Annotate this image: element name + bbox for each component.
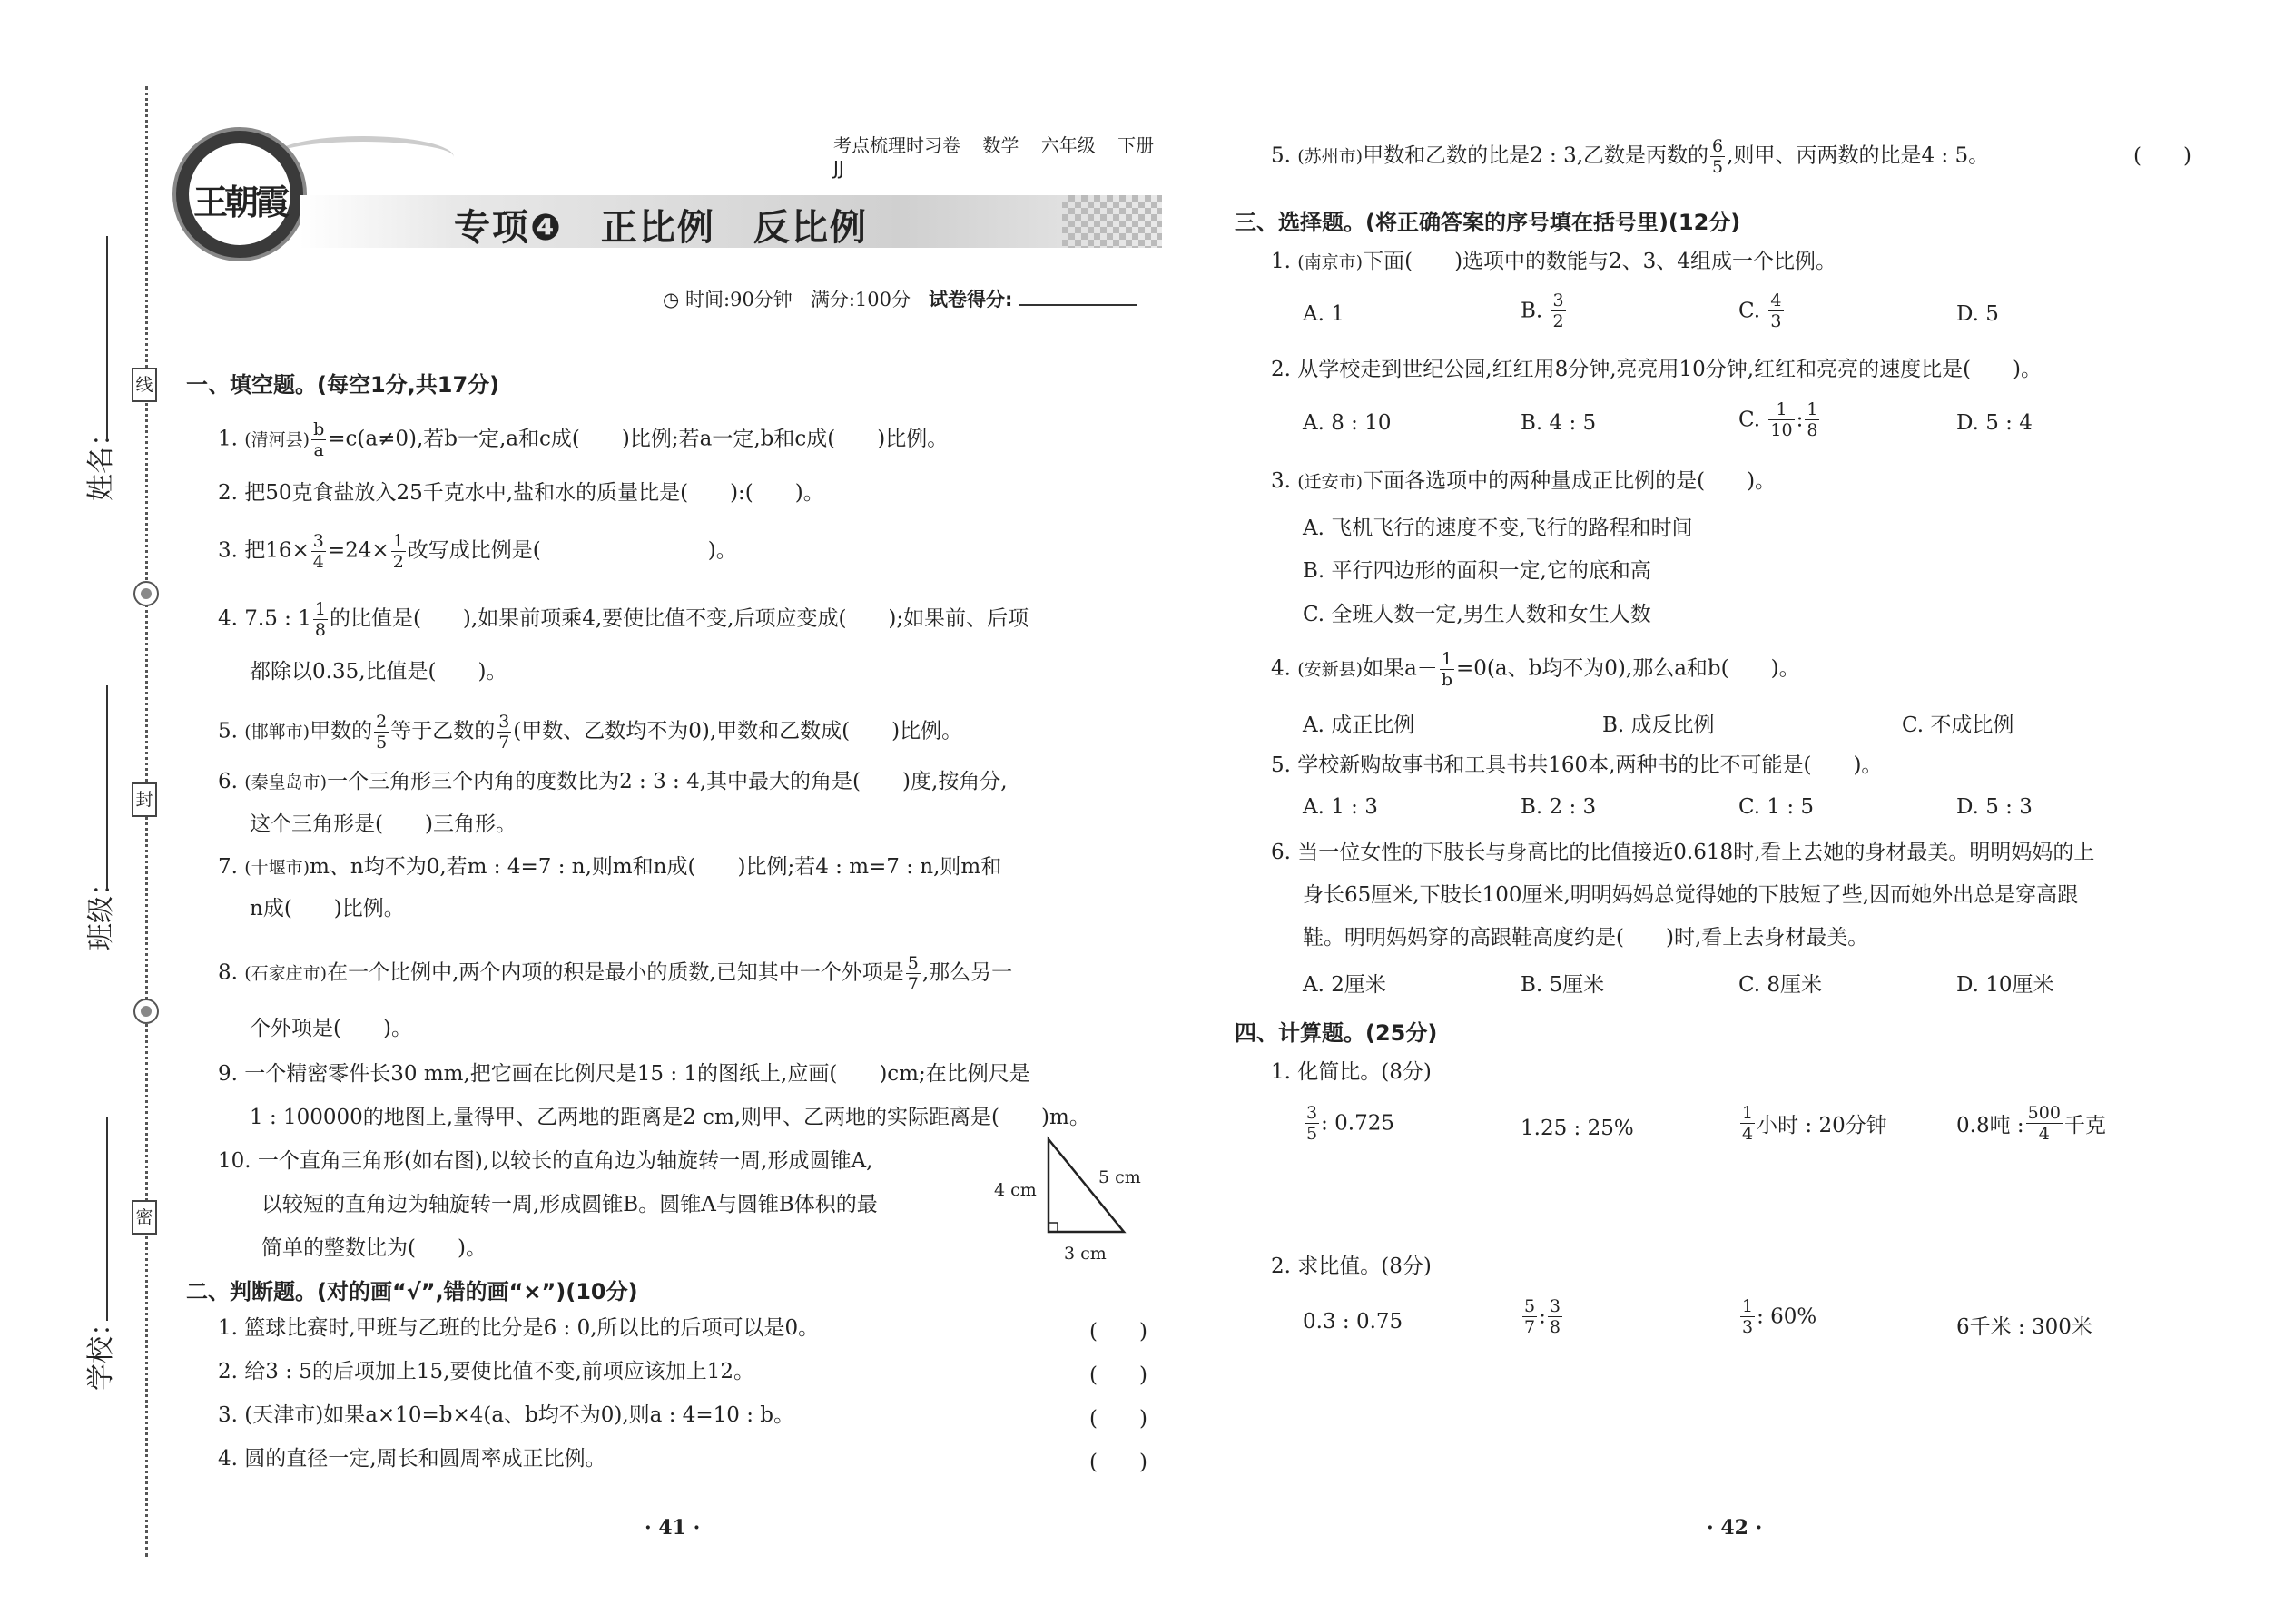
- series-grade: 六年级: [1040, 134, 1096, 156]
- choice-q1-option-a[interactable]: A. 1: [1303, 302, 1344, 326]
- fill-q7: 7. (十堰市)m、n均不为0,若m : 4=7 : n,则m和n成( )比例;若4 : m=7 : n,则m和: [218, 855, 1002, 879]
- exam-score-label: 试卷得分:: [929, 289, 1013, 310]
- series-info: [817, 131, 1180, 179]
- judge-q2: 2. 给3 : 5的后项加上15,要使比值不变,前项应该加上12。: [218, 1360, 755, 1383]
- fill-q9-line2: 1 : 100000的地图上,量得甲、乙两地的距离是2 cm,则甲、乙两地的实际距离是( )m。: [250, 1106, 1090, 1129]
- judge-q3: 3. (天津市)如果a×10=b×4(a、b均不为0),则a : 4=10 : b。: [218, 1403, 795, 1427]
- fill-q4: 4. 7.5 : 1 $\frac{1}{8}$ 的比值是( ),如果前项乘4,要使比值不变,后项应变成( );如果前、后项: [218, 599, 1029, 640]
- section4-heading: 四、计算题。(25分): [1235, 1020, 1438, 1046]
- page-number-41: · 41 ·: [645, 1516, 701, 1540]
- title-checker-pattern: [1062, 195, 1162, 248]
- calc-2a: 0.3 : 0.75: [1303, 1310, 1403, 1334]
- page-number-42: · 42 ·: [1707, 1516, 1763, 1540]
- choice-q6-option-d[interactable]: D. 10厘米: [1956, 973, 2054, 997]
- choice-q2: 2. 从学校走到世纪公园,红红用8分钟,亮亮用10分钟,红红和亮亮的速度比是( )。: [1271, 358, 2043, 381]
- fill-q5: 5. (邯郸市)甲数的 $\frac{2}{5}$ 等于乙数的 $\frac{3}{7}$ (甲数、乙数均不为0),甲数和乙数成( )比例。: [218, 712, 963, 753]
- choice-q6-line3: 鞋。明明妈妈穿的高跟鞋高度约是( )时,看上去身材最美。: [1303, 926, 1869, 950]
- section3-heading: 三、选择题。(将正确答案的序号填在括号里)(12分): [1235, 210, 1741, 235]
- fill-q8: 8. (石家庄市)在一个比例中,两个内项的积是最小的质数,已知其中一个外项是 $\frac{5}{7}$ ,那么另一: [218, 953, 1013, 994]
- fill-q7-line2: n成( )比例。: [250, 897, 405, 920]
- choice-q4-option-c[interactable]: C. 不成比例: [1902, 714, 2014, 737]
- clock-icon: ◷: [663, 289, 680, 310]
- series-edition: JJ: [833, 157, 844, 179]
- section2-heading: 二、判断题。(对的画“√”,错的画“×”)(10分): [186, 1279, 638, 1304]
- fill-q9: 9. 一个精密零件长30 mm,把它画在比例尺是15 : 1的图纸上,应画( )cm;在比例尺是: [218, 1062, 1030, 1086]
- choice-q3-option-a[interactable]: A. 飞机飞行的速度不变,飞行的路程和时间: [1303, 517, 1693, 540]
- name-field[interactable]: [106, 236, 108, 440]
- judge-q4: 4. 圆的直径一定,周长和圆周率成正比例。: [218, 1447, 606, 1471]
- fill-q1: 1. (清河县) $\frac{b}{a}$ =c(a≠0),若b一定,a和c成( )比例;若a一定,b和c成( )比例。: [218, 419, 949, 460]
- triangle-side-hypotenuse: 5 cm: [1098, 1167, 1141, 1187]
- judge-q5-answer[interactable]: ( ): [2133, 144, 2191, 168]
- choice-q1: 1. (南京市)下面( )选项中的数能与2、3、4组成一个比例。: [1271, 250, 1836, 273]
- choice-q2-option-a[interactable]: A. 8 : 10: [1303, 411, 1392, 435]
- name-label: 姓名：: [85, 419, 117, 501]
- choice-q5: 5. 学校新购故事书和工具书共160本,两种书的比不可能是( )。: [1271, 753, 1883, 777]
- choice-q5-option-c[interactable]: C. 1 : 5: [1738, 795, 1815, 819]
- series-name: 考点梳理时习卷: [833, 134, 960, 156]
- choice-q3: 3. (迁安市)下面各选项中的两种量成正比例的是( )。: [1271, 469, 1777, 493]
- choice-q2-option-d[interactable]: D. 5 : 4: [1956, 411, 2033, 435]
- choice-q6: 6. 当一位女性的下肢长与身高比的比值接近0.618时,看上去她的身材最美。明明妈妈的上: [1271, 841, 2095, 864]
- choice-q3-option-c[interactable]: C. 全班人数一定,男生人数和女生人数: [1303, 603, 1651, 626]
- choice-q1-option-d[interactable]: D. 5: [1956, 302, 1999, 326]
- calc-sub2: 2. 求比值。(8分): [1271, 1255, 1432, 1278]
- series-subject: 数学: [982, 134, 1019, 156]
- binding-mark-feng: 封: [132, 782, 157, 817]
- judge-q5: 5. (苏州市)甲数和乙数的比是2 : 3,乙数是丙数的 $\frac{6}{5}$ ,则甲、丙两数的比是4 : 5。: [1271, 136, 1990, 177]
- brand-logo: [172, 127, 307, 261]
- choice-q5-option-b[interactable]: B. 2 : 3: [1521, 795, 1597, 819]
- calc-2d: 6千米 : 300米: [1956, 1315, 2092, 1339]
- binding-mark-xian: 线: [132, 368, 157, 402]
- fill-q10-line3: 简单的整数比为( )。: [261, 1236, 487, 1260]
- binding-dotted-line: [145, 86, 148, 1557]
- triangle-side-bottom: 3 cm: [1064, 1244, 1107, 1264]
- choice-q4-option-a[interactable]: A. 成正比例: [1303, 714, 1415, 737]
- fill-q10-line2: 以较短的直角边为轴旋转一周,形成圆锥B。圆锥A与圆锥B体积的最: [261, 1193, 878, 1216]
- choice-q6-line2: 身长65厘米,下肢长100厘米,明明妈妈总觉得她的下肢短了些,因而她外出总是穿高跟: [1303, 883, 2079, 907]
- school-field[interactable]: [106, 1117, 108, 1321]
- choice-q6-option-b[interactable]: B. 5厘米: [1521, 973, 1605, 997]
- calc-2b: $\frac{5}{7}$ : $\frac{3}{8}$: [1524, 1296, 1561, 1337]
- binding-hole-1: [133, 581, 159, 606]
- right-page: [1216, 0, 2294, 1624]
- exam-meta: [663, 285, 1137, 312]
- calc-1a: $\frac{3}{5}$ : 0.725: [1306, 1103, 1394, 1144]
- fill-q3: 3. 把16× $\frac{3}{4}$ =24× $\frac{1}{2}$ 改写成比例是( )。: [218, 531, 737, 572]
- triangle-side-left: 4 cm: [994, 1180, 1037, 1200]
- judge-q4-answer[interactable]: ( ): [1089, 1451, 1147, 1474]
- choice-q3-option-b[interactable]: B. 平行四边形的面积一定,它的底和高: [1303, 559, 1651, 583]
- exam-score-field[interactable]: [1019, 304, 1137, 306]
- fill-q4-line2: 都除以0.35,比值是( )。: [250, 660, 507, 684]
- exam-time: 时间:90分钟: [685, 289, 793, 310]
- choice-q5-option-d[interactable]: D. 5 : 3: [1956, 795, 2033, 819]
- series-volume: 下册: [1117, 134, 1155, 156]
- exam-full-score: 满分:100分: [810, 289, 911, 310]
- fill-q6-line2: 这个三角形是( )三角形。: [250, 812, 517, 836]
- fill-q8-line2: 个外项是( )。: [250, 1017, 412, 1040]
- choice-q2-option-c[interactable]: C. $\frac{1}{10}$ : $\frac{1}{8}$: [1738, 399, 1818, 440]
- choice-q4-option-b[interactable]: B. 成反比例: [1602, 714, 1715, 737]
- page-title: 专项❹ 正比例 反比例: [454, 207, 868, 249]
- calc-sub1: 1. 化简比。(8分): [1271, 1060, 1432, 1084]
- choice-q5-option-a[interactable]: A. 1 : 3: [1303, 795, 1378, 819]
- section1-heading: 一、填空题。(每空1分,共17分): [186, 372, 500, 398]
- choice-q1-option-c[interactable]: C. $\frac{4}{3}$: [1738, 290, 1782, 331]
- choice-q6-option-a[interactable]: A. 2厘米: [1303, 973, 1386, 997]
- judge-q3-answer[interactable]: ( ): [1089, 1407, 1147, 1431]
- binding-hole-2: [133, 999, 159, 1024]
- logo-text: 王朝霞: [192, 182, 286, 222]
- calc-1d: 0.8吨 : $\frac{500}{4}$ 千克: [1956, 1103, 2106, 1144]
- fill-q10: 10. 一个直角三角形(如右图),以较长的直角边为轴旋转一周,形成圆锥A,: [218, 1149, 873, 1173]
- title-band: [300, 195, 1162, 248]
- fill-q6: 6. (秦皇岛市)一个三角形三个内角的度数比为2 : 3 : 4,其中最大的角是( )度,按角分,: [218, 770, 1008, 793]
- judge-q1: 1. 篮球比赛时,甲班与乙班的比分是6 : 0,所以比的后项可以是0。: [218, 1316, 820, 1340]
- class-label: 班级：: [85, 869, 117, 950]
- choice-q4: 4. (安新县)如果a－ $\frac{1}{b}$ =0(a、b均不为0),那么a和b( )。: [1271, 649, 1800, 690]
- choice-q2-option-b[interactable]: B. 4 : 5: [1521, 411, 1597, 435]
- school-label: 学校：: [85, 1309, 117, 1391]
- logo-badge: [189, 143, 290, 245]
- judge-q1-answer[interactable]: ( ): [1089, 1320, 1147, 1343]
- choice-q6-option-c[interactable]: C. 8厘米: [1738, 973, 1823, 997]
- judge-q2-answer[interactable]: ( ): [1089, 1363, 1147, 1387]
- class-field[interactable]: [106, 685, 108, 890]
- calc-2c: $\frac{1}{3}$ : 60%: [1742, 1296, 1817, 1337]
- binding-mark-mi: 密: [132, 1200, 157, 1235]
- choice-q1-option-b[interactable]: B. $\frac{3}{2}$: [1521, 290, 1564, 331]
- fill-q2: 2. 把50克食盐放入25千克水中,盐和水的质量比是( ):( )。: [218, 481, 824, 505]
- calc-1b: 1.25 : 25%: [1521, 1117, 1634, 1140]
- calc-1c: $\frac{1}{4}$ 小时 : 20分钟: [1742, 1103, 1887, 1144]
